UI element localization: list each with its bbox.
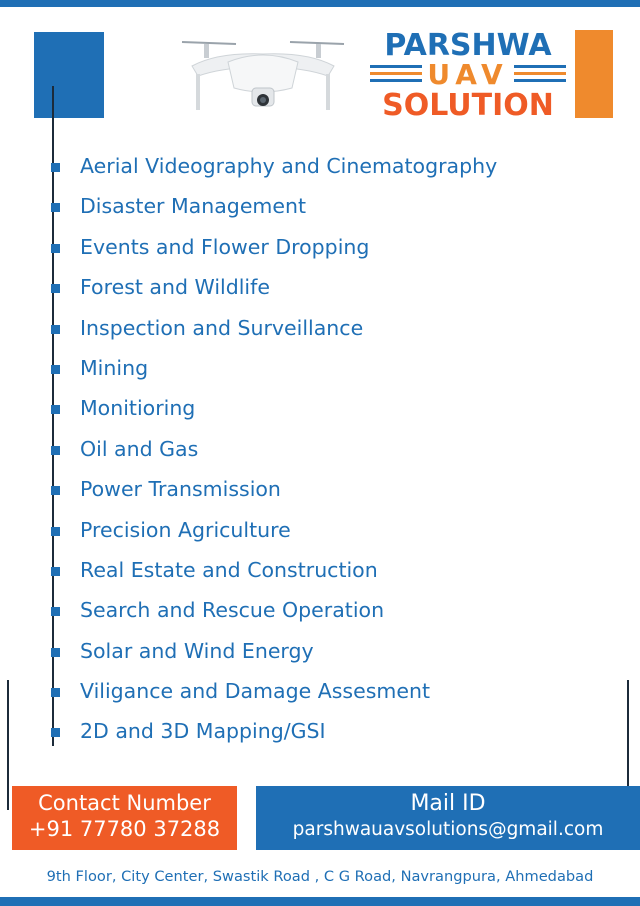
list-item xyxy=(0,552,640,592)
service-label: Solar and Wind Energy xyxy=(80,638,314,663)
service-label: Aerial Videography and Cinematography xyxy=(80,154,498,178)
square-bullet-icon xyxy=(51,607,60,616)
list-item xyxy=(0,269,640,309)
logo-stripes-right xyxy=(514,65,566,87)
list-item xyxy=(0,512,640,552)
square-bullet-icon xyxy=(51,446,60,455)
list-item xyxy=(0,229,640,269)
service-label: Precision Agriculture xyxy=(80,517,291,542)
square-bullet-icon xyxy=(51,567,60,576)
drone-image xyxy=(178,36,348,128)
service-label: Viligance and Damage Assesment xyxy=(80,679,431,704)
square-bullet-icon xyxy=(51,203,60,212)
list-item xyxy=(0,390,640,430)
list-item xyxy=(0,633,640,673)
logo-text-parshwa: PARSHWA xyxy=(384,28,552,63)
service-label: Search and Rescue Operation xyxy=(80,598,385,623)
square-bullet-icon xyxy=(51,325,60,334)
square-bullet-icon xyxy=(51,244,60,253)
office-address: 9th Floor, City Center, Swastik Road , C G Road, Navrangpura, Ahmedabad xyxy=(46,868,594,885)
list-item xyxy=(0,188,640,228)
contact-number-box xyxy=(12,786,237,850)
company-logo xyxy=(368,28,568,122)
service-label: Monitioring xyxy=(80,396,196,421)
mail-label: Mail ID xyxy=(410,791,486,816)
top-border xyxy=(0,0,640,7)
list-item xyxy=(0,431,640,471)
contact-label: Contact Number xyxy=(38,791,211,815)
logo-text-solution: SOLUTION xyxy=(382,88,554,123)
list-item xyxy=(0,350,640,390)
square-bullet-icon xyxy=(51,688,60,697)
contact-phone-number[interactable]: +91 77780 37288 xyxy=(28,817,221,841)
list-item xyxy=(0,592,640,632)
service-label: Oil and Gas xyxy=(80,436,199,461)
bottom-border xyxy=(0,897,640,906)
service-label: Events and Flower Dropping xyxy=(80,234,370,259)
service-label: Forest and Wildlife xyxy=(80,275,270,300)
list-item xyxy=(0,673,640,713)
orange-decor-bar xyxy=(575,30,613,118)
logo-text-uav: UAV xyxy=(427,58,509,91)
service-label: Disaster Management xyxy=(80,194,307,219)
square-bullet-icon xyxy=(51,728,60,737)
list-item xyxy=(0,148,640,188)
list-item xyxy=(0,310,640,350)
service-label: Inspection and Surveillance xyxy=(80,315,364,340)
square-bullet-icon xyxy=(51,527,60,536)
square-bullet-icon xyxy=(51,284,60,293)
service-label: Power Transmission xyxy=(80,477,281,502)
square-bullet-icon xyxy=(51,163,60,172)
list-item xyxy=(0,471,640,511)
mail-id-box xyxy=(256,786,640,850)
services-list xyxy=(0,148,640,754)
square-bullet-icon xyxy=(51,648,60,657)
service-label: Mining xyxy=(80,355,149,380)
list-item xyxy=(0,713,640,753)
service-label: 2D and 3D Mapping/GSI xyxy=(80,719,326,744)
square-bullet-icon xyxy=(51,486,60,495)
square-bullet-icon xyxy=(51,365,60,374)
mail-address-link[interactable]: parshwauavsolutions@gmail.com xyxy=(292,819,604,840)
service-label: Real Estate and Construction xyxy=(80,557,378,582)
square-bullet-icon xyxy=(51,405,60,414)
blue-decor-square xyxy=(34,32,104,118)
